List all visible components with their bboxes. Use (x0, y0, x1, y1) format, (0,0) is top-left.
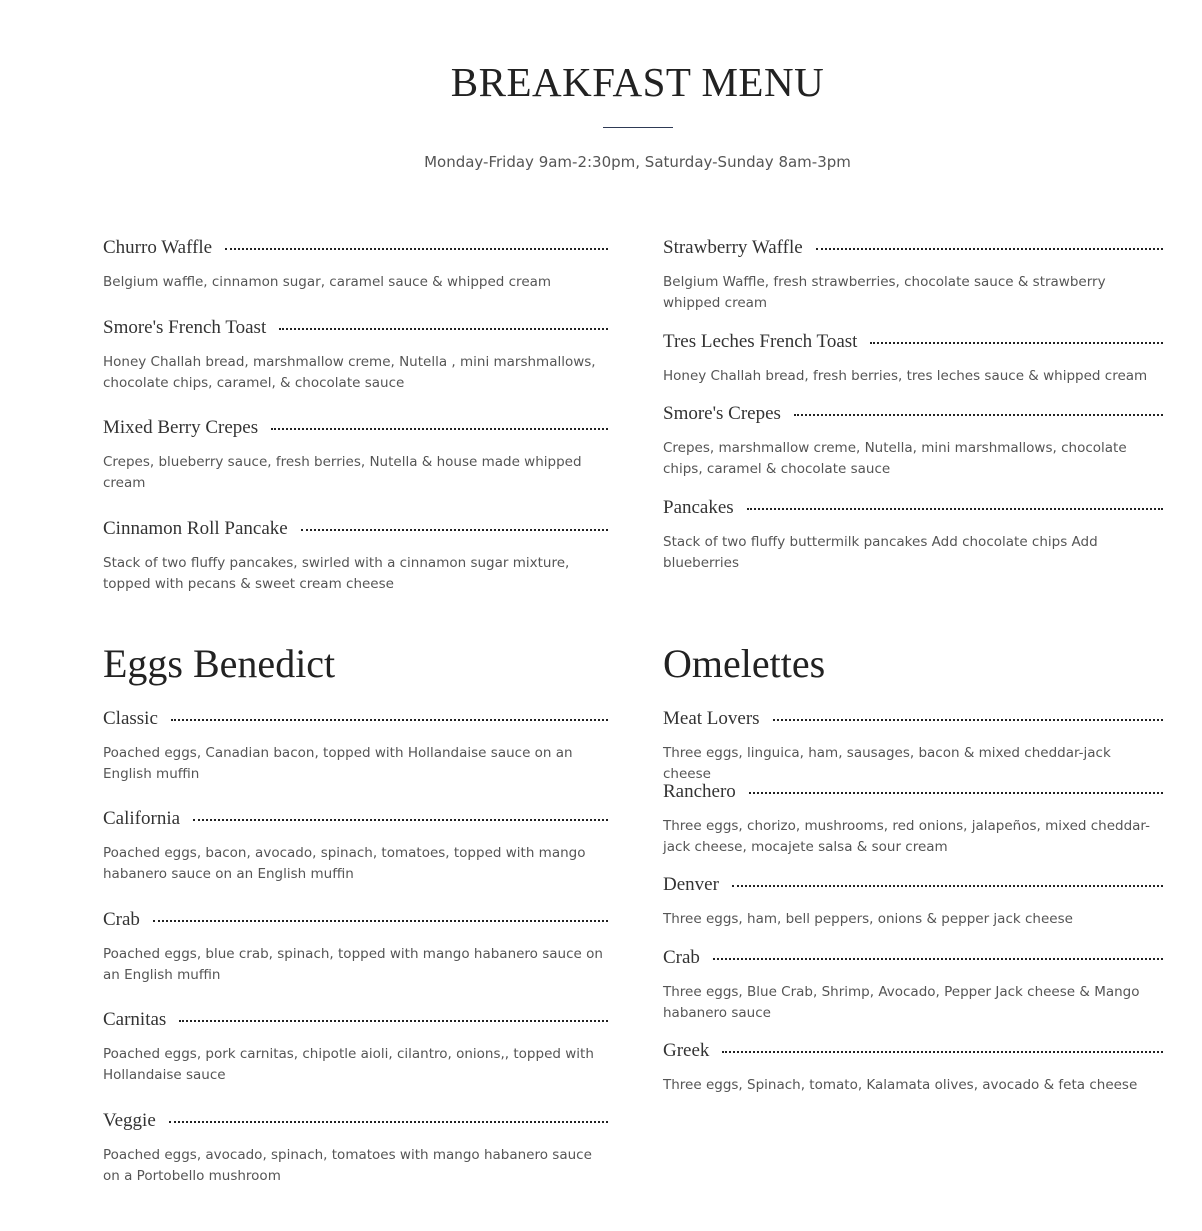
dotted-leader (271, 428, 608, 430)
dotted-leader (179, 1020, 608, 1022)
menu-item (103, 1109, 608, 1187)
menu-item-name: Cinnamon Roll Pancake (103, 518, 288, 539)
menu-item-description: Poached eggs, bacon, avocado, spinach, tomatoes, topped with mango habanero sauce on an English muffin (103, 845, 586, 882)
menu-item-name: Carnitas (103, 1009, 167, 1030)
dotted-leader (722, 1051, 1163, 1053)
menu-item-description: Belgium Waffle, fresh strawberries, chocolate sauce & strawberry whipped cream (663, 274, 1106, 311)
menu-item-description: Crepes, blueberry sauce, fresh berries, Nutella & house made whipped cream (103, 454, 582, 491)
menu-item-description: Honey Challah bread, marshmallow creme, Nutella , mini marshmallows, chocolate chips, caramel, & chocolate sauce (103, 354, 596, 391)
menu-item (663, 873, 1163, 930)
menu-item (663, 236, 1163, 314)
menu-item-name: Denver (663, 874, 719, 895)
menu-item-name: Crab (663, 947, 700, 968)
menu-item (103, 316, 608, 394)
section-title: Eggs Benedict (103, 641, 336, 686)
menu-item-name: Smore's Crepes (663, 403, 781, 424)
menu-item-name: Classic (103, 708, 158, 729)
menu-item (103, 1008, 608, 1086)
menu-item-name: Crab (103, 909, 140, 930)
menu-item-description: Stack of two fluffy buttermilk pancakes Add chocolate chips Add blueberries (663, 534, 1098, 571)
menu-item-name: Meat Lovers (663, 708, 760, 729)
page-title: BREAKFAST MENU (450, 59, 825, 105)
dotted-leader (773, 719, 1163, 721)
menu-item (663, 1039, 1163, 1096)
dotted-leader (279, 328, 608, 330)
opening-hours: Monday-Friday 9am-2:30pm, Saturday-Sunday 8am-3pm (424, 153, 851, 171)
menu-item-name: Ranchero (663, 781, 736, 802)
menu-item-description: Three eggs, linguica, ham, sausages, bacon & mixed cheddar-jack cheese (663, 745, 1111, 782)
menu-item-name: Strawberry Waffle (663, 237, 803, 258)
dotted-leader (169, 1121, 608, 1123)
dotted-leader (747, 508, 1163, 510)
menu-item-name: Churro Waffle (103, 237, 213, 258)
dotted-leader (153, 920, 608, 922)
dotted-leader (732, 885, 1163, 887)
menu-item (663, 946, 1163, 1024)
menu-item-description: Poached eggs, Canadian bacon, topped with Hollandaise sauce on an English muffin (103, 745, 573, 782)
menu-item (663, 402, 1163, 480)
menu-item-name: Veggie (103, 1110, 156, 1131)
menu-item-name: Tres Leches French Toast (663, 331, 858, 352)
menu-item-description: Honey Challah bread, fresh berries, tres leches sauce & whipped cream (663, 368, 1148, 384)
dotted-leader (301, 529, 608, 531)
menu-item (663, 707, 1163, 785)
dotted-leader (794, 414, 1163, 416)
menu-item-description: Poached eggs, blue crab, spinach, topped with mango habanero sauce on an English muffin (103, 946, 603, 983)
menu-item-name: Greek (663, 1040, 710, 1061)
dotted-leader (225, 248, 608, 250)
title-divider (603, 127, 673, 128)
menu-item (103, 416, 608, 494)
menu-item-description: Three eggs, Spinach, tomato, Kalamata olives, avocado & feta cheese (663, 1077, 1138, 1093)
dotted-leader (816, 248, 1163, 250)
menu-item (103, 707, 608, 785)
menu-item (103, 517, 608, 595)
menu-item (663, 780, 1163, 858)
menu-item-name: Mixed Berry Crepes (103, 417, 259, 438)
menu-item-description: Three eggs, chorizo, mushrooms, red onions, jalapeños, mixed cheddar-jack cheese, mocajete salsa & sour cream (663, 818, 1150, 855)
menu-item (663, 330, 1163, 387)
menu-item-description: Three eggs, ham, bell peppers, onions & pepper jack cheese (663, 911, 1073, 927)
dotted-leader (193, 819, 608, 821)
menu-item-description: Stack of two fluffy pancakes, swirled with a cinnamon sugar mixture, topped with pecans & sweet cream cheese (103, 555, 570, 592)
section-title: Omelettes (663, 641, 826, 686)
menu-item-name: California (103, 808, 181, 829)
dotted-leader (171, 719, 608, 721)
menu-item (103, 807, 608, 885)
menu-item (103, 236, 608, 293)
menu-item-description: Poached eggs, pork carnitas, chipotle aioli, cilantro, onions,, topped with Hollandaise sauce (103, 1046, 594, 1083)
menu-item-description: Belgium waffle, cinnamon sugar, caramel sauce & whipped cream (103, 274, 552, 290)
dotted-leader (870, 342, 1163, 344)
menu-item-name: Smore's French Toast (103, 317, 267, 338)
dotted-leader (749, 792, 1163, 794)
menu-item-description: Three eggs, Blue Crab, Shrimp, Avocado, Pepper Jack cheese & Mango habanero sauce (663, 984, 1140, 1021)
menu-item-name: Pancakes (663, 497, 734, 518)
menu-item-description: Crepes, marshmallow creme, Nutella, mini marshmallows, chocolate chips, caramel & chocolate sauce (663, 440, 1127, 477)
dotted-leader (713, 958, 1163, 960)
menu-item (103, 908, 608, 986)
menu-item-description: Poached eggs, avocado, spinach, tomatoes with mango habanero sauce on a Portobello mushroom (103, 1147, 592, 1184)
menu-item (663, 496, 1163, 574)
